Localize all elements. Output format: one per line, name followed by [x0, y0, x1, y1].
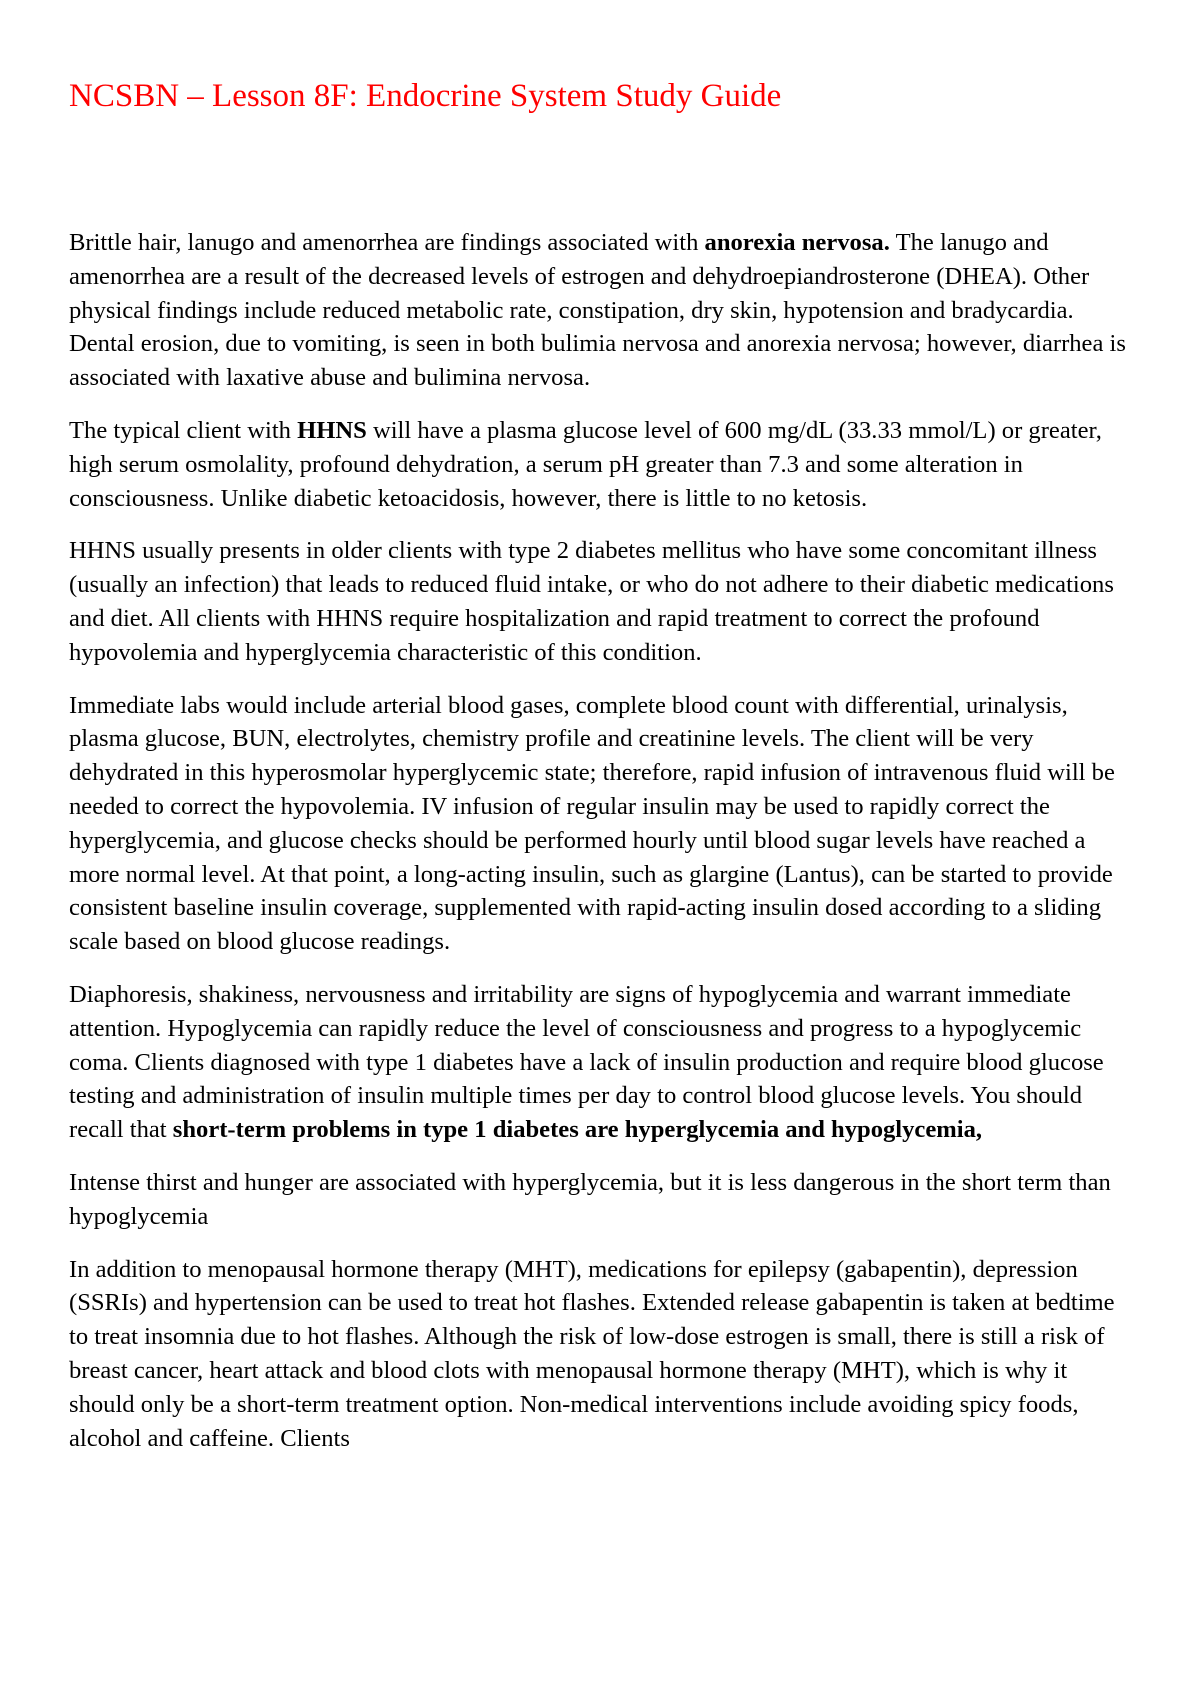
- paragraph-text: will have a plasma glucose level of 600 mg/dL (33.33 mmol/L) or greater, high serum osmolality, profound dehydration, a serum pH greater than 7.3 and some alteration in consciousness. Unlike diabetic ketoacidosis, however, there is little to no ketosis.: [69, 416, 1102, 512]
- paragraph-text: Intense thirst and hunger are associated with hyperglycemia, but it is less dangerous in the short term than hypoglycemia: [69, 1168, 1111, 1230]
- emphasis-text: HHNS: [297, 416, 367, 444]
- paragraph-text: HHNS usually presents in older clients with type 2 diabetes mellitus who have some concomitant illness (usually an infection) that leads to reduced fluid intake, or who do not adhere to their diabetic medications and diet. All clients with HHNS require hospitalization and rapid treatment to correct the profound hypovolemia and hyperglycemia characteristic of this condition.: [69, 537, 1114, 666]
- paragraph-hyperglycemia: [69, 1166, 1137, 1234]
- paragraph-hhns-definition: [69, 414, 1137, 515]
- emphasis-text: short-term problems in type 1 diabetes are hyperglycemia and hypoglycemia,: [172, 1116, 983, 1144]
- paragraph-text: The lanugo and amenorrhea are a result of the decreased levels of estrogen and dehydroepiandrosterone (DHEA). Other physical findings include reduced metabolic rate, constipation, dry skin, hypotension and bradycardia. Dental erosion, due to vomiting, is seen in both bulimia nervosa and anorexia nervosa; however, diarrhea is associated with laxative abuse and bulimina nervosa.: [69, 229, 1126, 392]
- paragraph-text: Brittle hair, lanugo and amenorrhea are findings associated with: [69, 229, 705, 256]
- document-title: NCSBN – Lesson 8F: Endocrine System Study Guide: [69, 78, 782, 114]
- paragraph-text: In addition to menopausal hormone therapy (MHT), medications for epilepsy (gabapentin), depression (SSRIs) and hypertension can be used to treat hot flashes. Extended release gabapentin is taken at bedtime to treat insomnia due to hot flashes. Although the risk of low-dose estrogen is small, there is still a risk of breast cancer, heart attack and blood clots with menopausal hormone therapy (MHT), which is why it should only be a short-term treatment option. Non-medical interventions include avoiding spicy foods, alcohol and caffeine. Clients: [69, 1255, 1115, 1452]
- emphasis-text: anorexia nervosa.: [704, 229, 890, 256]
- paragraph-text: The typical client with: [69, 416, 298, 444]
- paragraph-menopause: [69, 1253, 1137, 1456]
- paragraph-hhns-presentation: [69, 534, 1137, 669]
- paragraph-hypoglycemia: [69, 978, 1137, 1147]
- paragraph-immediate-labs: [69, 689, 1137, 959]
- document-body: [69, 226, 1137, 1474]
- paragraph-text: Immediate labs would include arterial blood gases, complete blood count with differential, urinalysis, plasma glucose, BUN, electrolytes, chemistry profile and creatinine levels. The client will be very dehydrated in this hyperosmolar hyperglycemic state; therefore, rapid infusion of intravenous fluid will be needed to correct the hypovolemia. IV infusion of regular insulin may be used to rapidly correct the hyperglycemia, and glucose checks should be performed hourly until blood sugar levels have reached a more normal level. At that point, a long-acting insulin, such as glargine (Lantus), can be started to provide consistent baseline insulin coverage, supplemented with rapid-acting insulin dosed according to a sliding scale based on blood glucose readings.: [69, 691, 1115, 956]
- paragraph-text: Diaphoresis, shakiness, nervousness and irritability are signs of hypoglycemia and warrant immediate attention. Hypoglycemia can rapidly reduce the level of consciousness and progress to a hypoglycemic coma. Clients diagnosed with type 1 diabetes have a lack of insulin production and require blood glucose testing and administration of insulin multiple times per day to control blood glucose levels. You should recall that: [69, 980, 1104, 1144]
- paragraph-anorexia: [69, 226, 1137, 395]
